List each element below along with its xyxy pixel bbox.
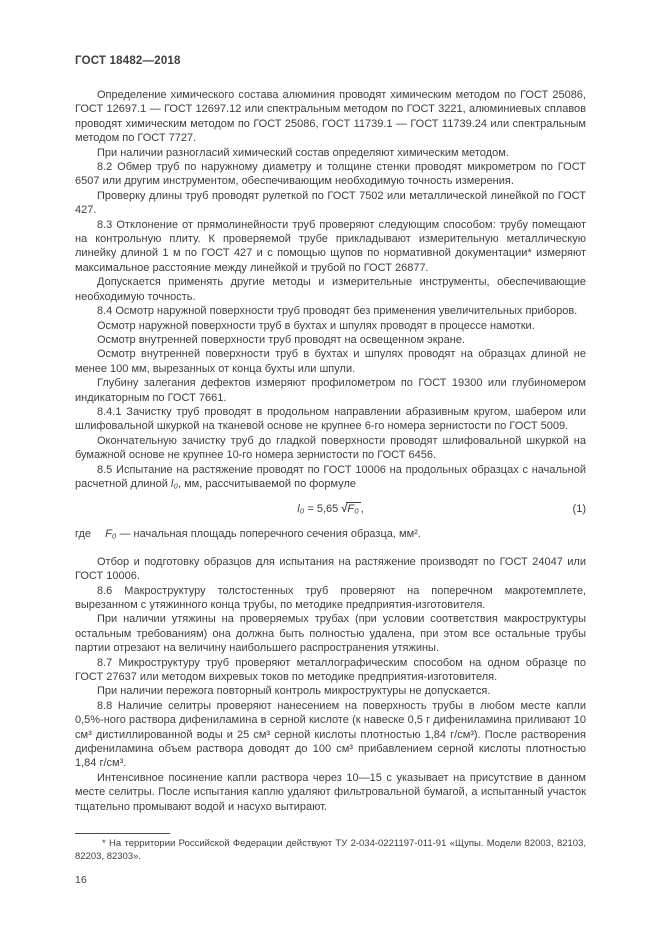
where-label: где [75, 528, 92, 541]
formula [297, 502, 364, 515]
square-root-sign: √ [341, 503, 347, 516]
paragraph: 8.2 Обмер труб по наружному диаметру и толщине стенки проводят микрометром по ГОСТ 6507 или другим инструментом, обеспечивающим необходимую точность измерения. [75, 161, 586, 188]
paragraph: 8.8 Наличие селитры проверяют нанесением на поверхность трубы в любом месте капли 0,5%-ного раствора дифениламина в серной кислоте (к навеске 0,5 г дифениламина приливают 10 см³ дистиллированной воды и 25 см³ серной кислоты плотностью 1,84 г/см³). После растворения дифениламина объем раствора доводят до 100 см³ прибавлением серной кислоты плотностью 1,84 г/см³. [75, 699, 586, 770]
paragraph: Глубину залегания дефектов измеряют профилометром по ГОСТ 19300 или глубиномером индикаторным по ГОСТ 7661. [75, 377, 586, 404]
paragraph: При наличии утяжины на проверяемых трубах (при условии соответствия макроструктуры остальным требованиям) она должна быть полностью удалена, при этом все остальные трубы партии отрезают на величину наибольшего распространения утяжины. [75, 613, 586, 655]
variable-f0: F₀ [105, 528, 117, 541]
paragraph: 8.3 Отклонение от прямолинейности труб проверяют следующим способом: трубу помещают на контрольную плиту. К проверяемой трубе прикладывают измерительную металлическую линейку длиной 1 м по ГОСТ 427 и с помощью щупов по нормативной документации* измеряют максимальное расстояние между линейкой и трубой по ГОСТ 26877. [75, 218, 586, 274]
paragraph-8-5 [75, 463, 586, 492]
footnote-rule [75, 833, 170, 834]
formula-block [75, 498, 586, 520]
paragraph: Допускается применять другие методы и измерительные инструменты, обеспечивающие необходимую точность. [75, 276, 586, 303]
page-number: 16 [75, 874, 87, 887]
document-header: ГОСТ 18482—2018 [75, 55, 181, 67]
paragraph-text: , мм, рассчитываемой по формуле [178, 477, 357, 490]
paragraph-text: 8.5 Испытание на растяжение проводят по ГОСТ 10006 на продольных образцах с начальной расчетной длиной [75, 463, 586, 490]
formula-comma: , [360, 503, 364, 516]
paragraph: Осмотр внутренней поверхности труб проводят на освещенном экране. [97, 333, 466, 346]
paragraph: Определение химического состава алюминия проводят химическим методом по ГОСТ 25086, ГОСТ 12697.1 — ГОСТ 12697.12 или спектральным методом по ГОСТ 3221, алюминиевых сплавов проводят химическим методом по ГОСТ 25086, ГОСТ 11739.1 — ГОСТ 11739.24 или спектральным методом по ГОСТ 7727. [75, 89, 586, 145]
document-body [75, 88, 586, 814]
footnote: * На территории Российской Федерации действуют ТУ 2-034-0221197-011-91 «Щупы. Модели 82003, 82103, 82203, 82303». [75, 838, 586, 862]
paragraph: Окончательную зачистку труб до гладкой поверхности проводят шлифовальной шкуркой на бумажной основе не крупнее 10-го номера зернистости по ГОСТ 6456. [75, 434, 586, 462]
paragraph: При наличии разногласий химический состав определяют химическим методом. [97, 146, 509, 159]
formula-variable: l₀ [297, 503, 305, 516]
paragraph: Осмотр наружной поверхности труб в бухтах и шпулях проводят в процессе намотки. [97, 319, 535, 332]
variable-l0: l₀ [170, 477, 178, 490]
paragraph: Отбор и подготовку образцов для испытания на растяжение производят по ГОСТ 24047 или ГОСТ 10006. [75, 555, 586, 583]
paragraph: 8.7 Микроструктуру труб проверяют металлографическим способом на одном образце по ГОСТ 27637 или методом вихревых токов по методике предприятия-изготовителя. [75, 656, 586, 684]
paragraph: При наличии пережога повторный контроль микроструктуры не допускается. [97, 685, 491, 698]
paragraph: 8.6 Макроструктуру толстостенных труб проверяют на поперечном макротемплете, вырезанном с утяжинного конца трубы, по методике предприятия-изготовителя. [75, 584, 586, 611]
formula-number: (1) [572, 503, 586, 516]
formula-radicand: F₀ [347, 503, 359, 516]
paragraph: 8.4 Осмотр наружной поверхности труб проводят без применения увеличительных приборов. [97, 305, 578, 318]
paragraph: Интенсивное посинение капли раствора через 10—15 с указывает на присутствие в данном месте селитры. После испытания каплю удаляют фильтровальной бумагой, а испытанный участок тщательно промывают водой и насухо вытирают. [75, 771, 586, 813]
paragraph: Осмотр внутренней поверхности труб в бухтах и шпулях проводят на образцах длиной не менее 100 мм, вырезанных от конца бухты или шпули. [75, 348, 586, 375]
where-clause [75, 527, 586, 541]
where-text: — начальная площадь поперечного сечения образца, мм². [116, 528, 421, 541]
formula-equals: = 5,65 [304, 503, 342, 516]
paragraph: 8.4.1 Зачистку труб проводят в продольном направлении абразивным кругом, шабером или шлифовальной шкуркой на тканевой основе не крупнее 6-го номера зернистости по ГОСТ 5009. [75, 405, 586, 433]
paragraph: Проверку длины труб проводят рулеткой по ГОСТ 7502 или металлической линейкой по ГОСТ 427. [75, 189, 586, 217]
